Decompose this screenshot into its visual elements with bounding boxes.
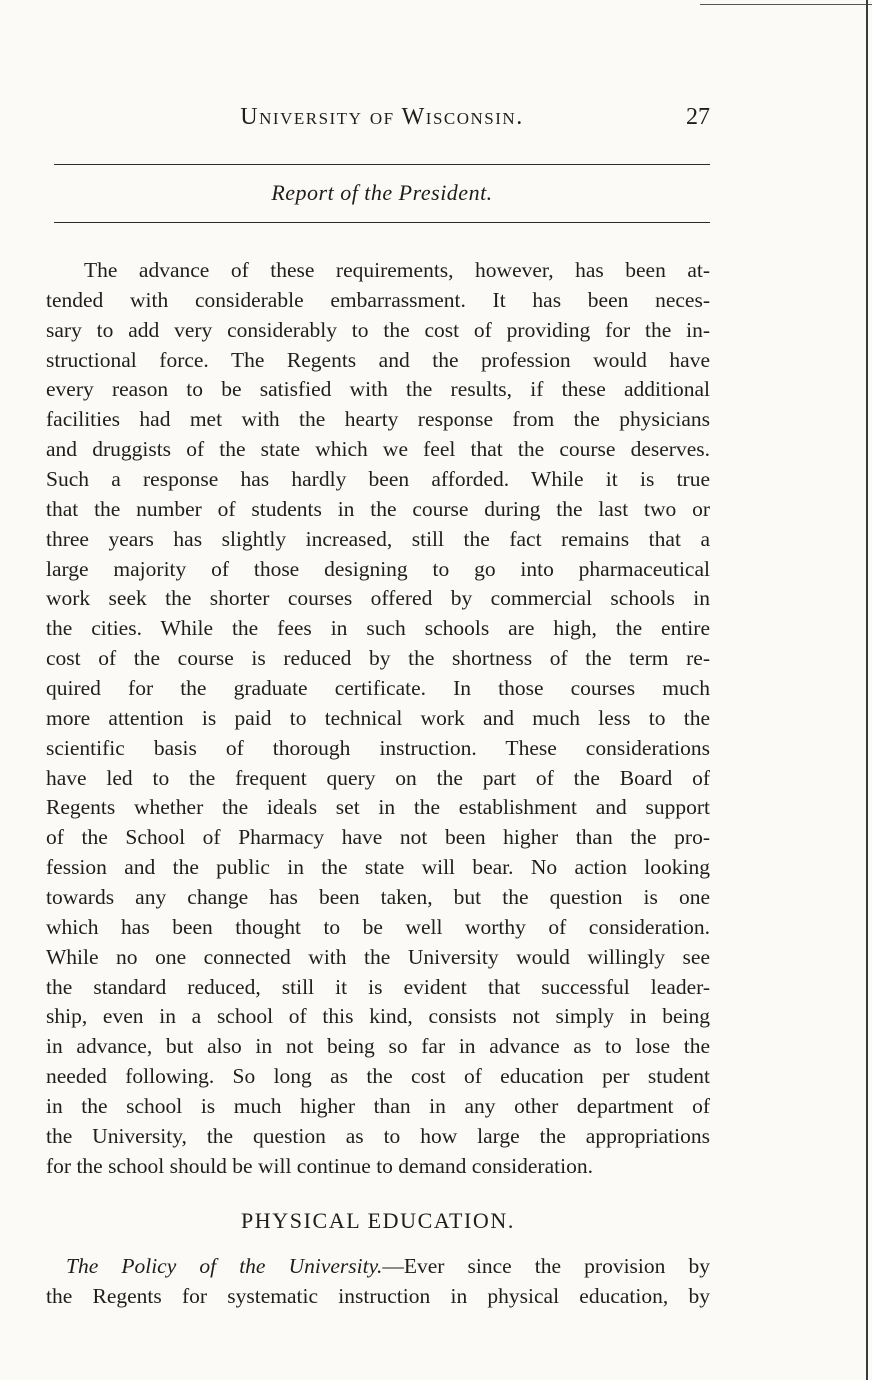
text-line: fession and the public in the state will bear. No action looking xyxy=(46,855,710,880)
text-line: quired for the graduate certificate. In those courses much xyxy=(46,676,710,701)
text-line: three years has slightly increased, still the fact remains that a xyxy=(46,526,710,551)
paragraph-pharmacy xyxy=(46,256,710,1182)
text-line: facilities had met with the hearty response from the physicians xyxy=(46,407,710,432)
section-title: Report of the President. xyxy=(271,180,493,205)
header-rule-top xyxy=(54,164,710,165)
text-line: every reason to be satisfied with the results, if these additional xyxy=(46,377,710,402)
text-line: that the number of students in the course during the last two or xyxy=(46,496,710,521)
text-line: work seek the shorter courses offered by commercial schools in xyxy=(46,586,710,611)
text-line: the University, the question as to how large the appropriations xyxy=(46,1123,710,1148)
text-line: cost of the course is reduced by the shortness of the term re- xyxy=(46,646,710,671)
text-line: The advance of these requirements, however, has been at- xyxy=(84,258,710,282)
text-line: which has been thought to be well worthy of consideration. xyxy=(46,914,710,939)
text-line: While no one connected with the University would willingly see xyxy=(46,944,710,969)
text-line: scientific basis of thorough instruction. These considerations xyxy=(46,735,710,760)
text-line: Regents whether the ideals set in the establishment and support xyxy=(46,795,710,820)
running-head xyxy=(54,104,710,138)
text-line: in the school is much higher than in any other department of xyxy=(46,1094,710,1119)
text-line: the Regents for systematic instruction in physical education, by xyxy=(46,1283,710,1308)
italic-lead-in: The Policy of the University. xyxy=(66,1254,383,1278)
text-line: the cities. While the fees in such schools are high, the entire xyxy=(46,616,710,641)
text-line: for the school should be will continue to demand consideration. xyxy=(46,1153,593,1178)
text-line: and druggists of the state which we feel that the course deserves. xyxy=(46,437,710,462)
text-line: large majority of those designing to go into pharmaceutical xyxy=(46,556,710,581)
text-line xyxy=(46,1252,710,1282)
text-line: needed following. So long as the cost of education per student xyxy=(46,1064,710,1089)
page-right-edge xyxy=(866,0,868,1380)
text-run: —Ever since the provision by xyxy=(382,1254,710,1278)
header-rule-bottom xyxy=(54,222,710,223)
text-line: of the School of Pharmacy have not been higher than the pro- xyxy=(46,825,710,850)
text-line: structional force. The Regents and the profession would have xyxy=(46,347,710,372)
page-number: 27 xyxy=(686,104,710,130)
text-line: the standard reduced, still it is evident that successful leader- xyxy=(46,974,710,999)
text-line: in advance, but also in not being so far in advance as to lose the xyxy=(46,1034,710,1059)
text-line: more attention is paid to technical work and much less to the xyxy=(46,705,710,730)
text-line: have led to the frequent query on the part of the Board of xyxy=(46,765,710,790)
paragraph-physical-education xyxy=(46,1252,710,1312)
section-heading: PHYSICAL EDUCATION. xyxy=(240,1208,516,1233)
page-top-edge xyxy=(700,4,872,5)
text-line: ship, even in a school of this kind, consists not simply in being xyxy=(46,1004,710,1029)
text-line: towards any change has been taken, but the question is one xyxy=(46,885,710,910)
text-line: sary to add very considerably to the cost of providing for the in- xyxy=(46,317,710,342)
running-title: University of Wisconsin. xyxy=(240,104,524,130)
text-line: tended with considerable embarrassment. It has been neces- xyxy=(46,287,710,312)
text-line: Such a response has hardly been afforded. While it is true xyxy=(46,467,710,492)
